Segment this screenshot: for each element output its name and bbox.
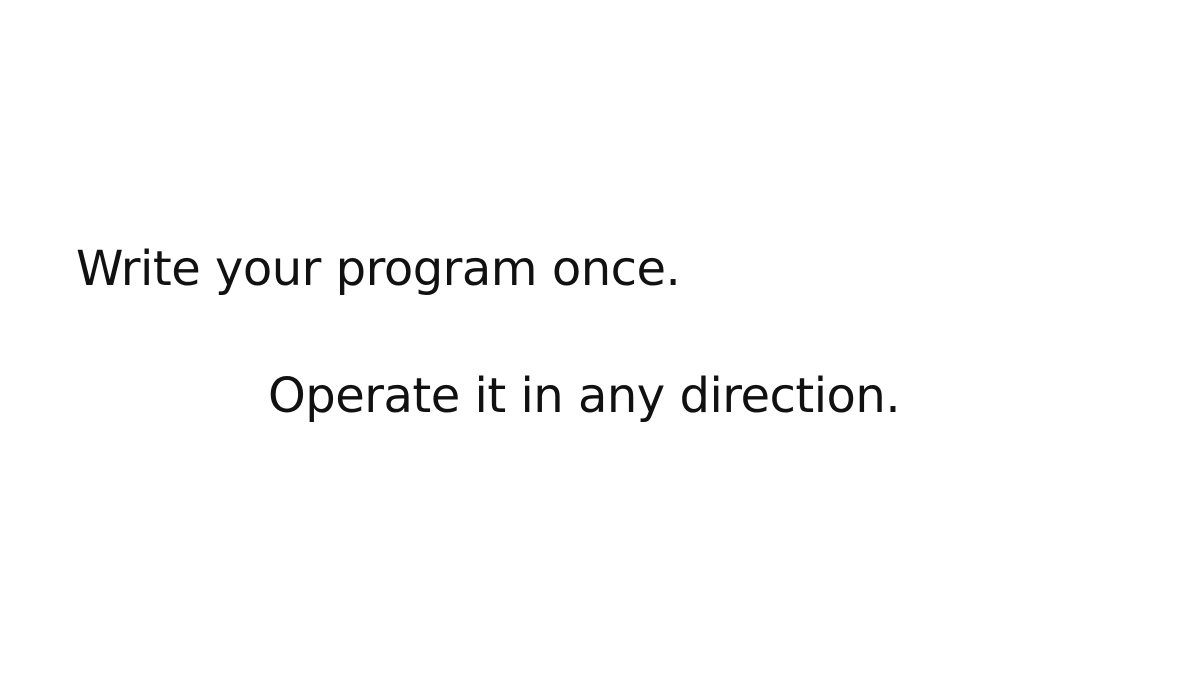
slide-heading-line-2: Operate it in any direction. bbox=[268, 368, 901, 424]
slide-heading-line-1: Write your program once. bbox=[76, 241, 681, 297]
